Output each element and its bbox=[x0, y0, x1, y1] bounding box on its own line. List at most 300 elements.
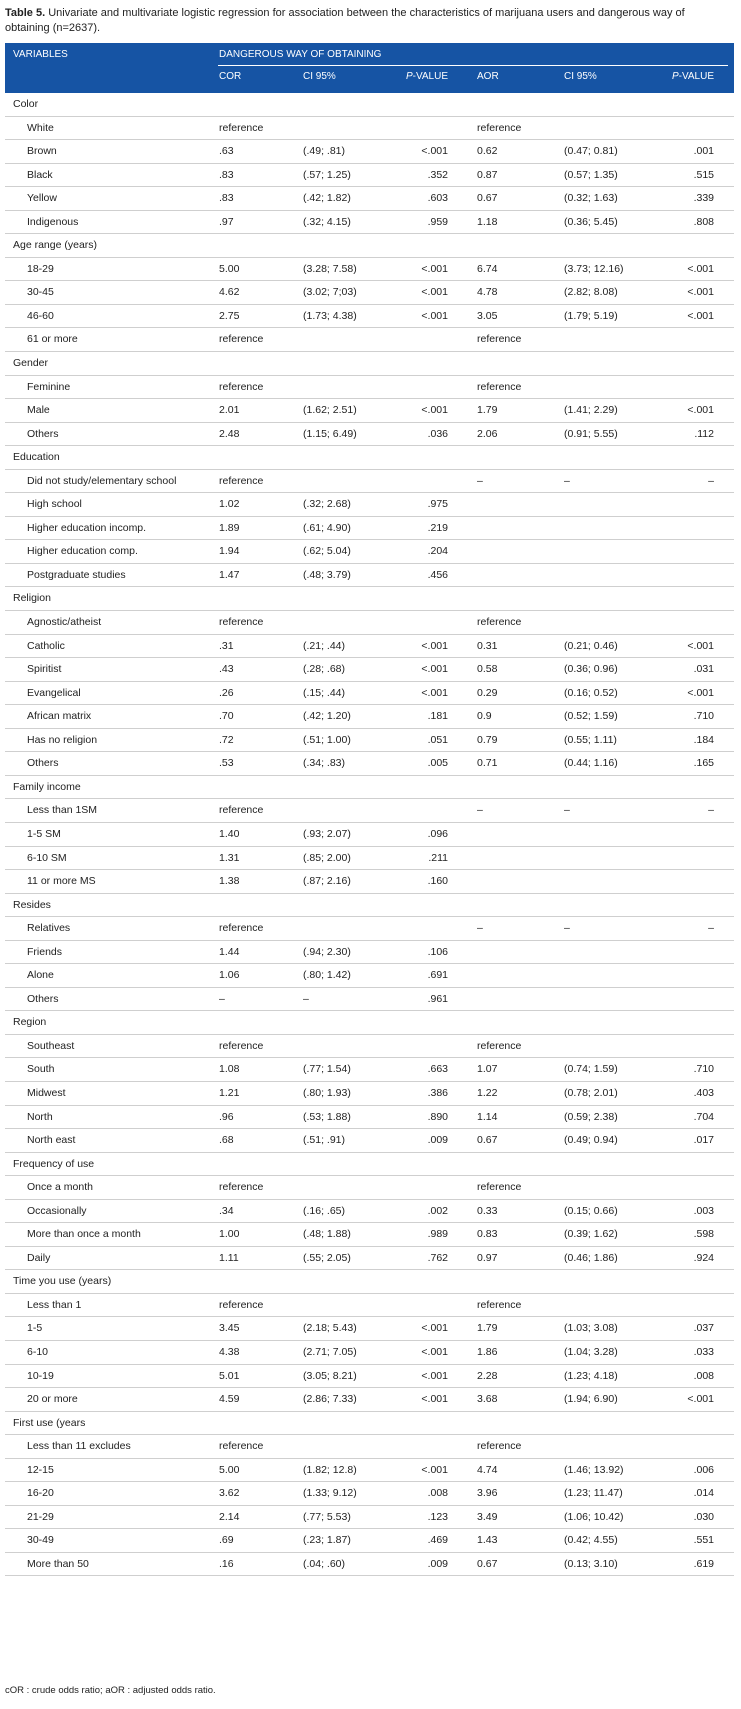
cell-cor: reference bbox=[219, 804, 264, 817]
cell-ci-cor: (.51; .91) bbox=[303, 1134, 346, 1147]
cell-cor: 1.02 bbox=[219, 498, 240, 511]
cell-aor: reference bbox=[477, 616, 522, 629]
cell-p-value-cor: <.001 bbox=[421, 1369, 448, 1382]
table-row bbox=[5, 1247, 734, 1271]
row-label: 30-49 bbox=[27, 1534, 54, 1547]
cell-ci-aor: (1.94; 6.90) bbox=[564, 1393, 618, 1406]
table-row bbox=[5, 635, 734, 659]
table-row bbox=[5, 328, 734, 352]
table-group-row bbox=[5, 1270, 734, 1294]
row-label: Brown bbox=[27, 145, 57, 158]
cell-ci-cor: (1.82; 12.8) bbox=[303, 1463, 357, 1476]
table-row bbox=[5, 1529, 734, 1553]
cell-cor: reference bbox=[219, 1298, 264, 1311]
table-row bbox=[5, 1317, 734, 1341]
cell-aor: 1.07 bbox=[477, 1063, 498, 1076]
table-row bbox=[5, 1388, 734, 1412]
cell-p-value-cor: <.001 bbox=[421, 1322, 448, 1335]
cell-p-value-aor: – bbox=[708, 804, 714, 817]
table-row bbox=[5, 493, 734, 517]
cell-aor: 0.31 bbox=[477, 639, 498, 652]
cell-aor: 1.14 bbox=[477, 1110, 498, 1123]
table-row bbox=[5, 540, 734, 564]
row-label: Higher education comp. bbox=[27, 545, 138, 558]
cell-cor: .68 bbox=[219, 1134, 234, 1147]
cell-cor: 3.45 bbox=[219, 1322, 240, 1335]
cell-ci-cor: (.49; .81) bbox=[303, 145, 346, 158]
row-label: Southeast bbox=[27, 1039, 75, 1052]
row-label: Less than 1SM bbox=[27, 804, 98, 817]
cell-ci-aor: (0.52; 1.59) bbox=[564, 710, 618, 723]
header-p-value-2 bbox=[658, 70, 714, 84]
cell-p-value-cor: .005 bbox=[427, 757, 448, 770]
cell-cor: .69 bbox=[219, 1534, 234, 1547]
cell-ci-cor: (.80; 1.93) bbox=[303, 1086, 351, 1099]
cell-ci-aor: (0.15; 0.66) bbox=[564, 1204, 618, 1217]
cell-cor: .83 bbox=[219, 192, 234, 205]
cell-ci-aor: (0.78; 2.01) bbox=[564, 1086, 618, 1099]
cell-ci-aor: (2.82; 8.08) bbox=[564, 286, 618, 299]
table-row bbox=[5, 988, 734, 1012]
cell-aor: 6.74 bbox=[477, 262, 498, 275]
cell-ci-cor: (3.02; 7;03) bbox=[303, 286, 357, 299]
cell-ci-cor: (3.28; 7.58) bbox=[303, 262, 357, 275]
cell-aor: 0.79 bbox=[477, 733, 498, 746]
row-label: 6-10 bbox=[27, 1345, 49, 1358]
cell-aor: reference bbox=[477, 1440, 522, 1453]
row-label: White bbox=[27, 121, 54, 134]
cell-ci-cor: (.62; 5.04) bbox=[303, 545, 351, 558]
cell-p-value-aor: .030 bbox=[693, 1510, 714, 1523]
cell-cor: reference bbox=[219, 474, 264, 487]
cell-ci-cor: (.23; 1.87) bbox=[303, 1534, 351, 1547]
cell-cor: 2.75 bbox=[219, 309, 240, 322]
cell-ci-cor: (.48; 1.88) bbox=[303, 1228, 351, 1241]
row-label: Time you use (years) bbox=[13, 1275, 112, 1288]
cell-p-value-cor: <.001 bbox=[421, 1393, 448, 1406]
cell-p-value-cor: .002 bbox=[427, 1204, 448, 1217]
cell-p-value-aor: <.001 bbox=[687, 639, 714, 652]
cell-p-value-cor: .009 bbox=[427, 1134, 448, 1147]
cell-p-value-cor: .663 bbox=[427, 1063, 448, 1076]
cell-p-value-cor: .009 bbox=[427, 1557, 448, 1570]
cell-aor: 0.67 bbox=[477, 1557, 498, 1570]
cell-cor: 1.94 bbox=[219, 545, 240, 558]
header-cor: COR bbox=[219, 71, 242, 82]
cell-p-value-aor: – bbox=[708, 474, 714, 487]
cell-aor: 0.97 bbox=[477, 1251, 498, 1264]
cell-ci-aor: – bbox=[564, 474, 570, 487]
cell-aor: 3.96 bbox=[477, 1487, 498, 1500]
cell-p-value-cor: <.001 bbox=[421, 1463, 448, 1476]
cell-ci-aor: (1.23; 11.47) bbox=[564, 1487, 623, 1500]
cell-cor: 1.89 bbox=[219, 521, 240, 534]
cell-ci-aor: (1.46; 13.92) bbox=[564, 1463, 624, 1476]
cell-aor: – bbox=[477, 804, 483, 817]
cell-cor: .34 bbox=[219, 1204, 234, 1217]
cell-p-value-cor: .106 bbox=[427, 945, 448, 958]
cell-aor: 0.67 bbox=[477, 1134, 498, 1147]
cell-ci-aor: (3.73; 12.16) bbox=[564, 262, 624, 275]
cell-ci-cor: (1.73; 4.38) bbox=[303, 309, 357, 322]
cell-ci-aor: (0.42; 4.55) bbox=[564, 1534, 618, 1547]
cell-ci-cor: – bbox=[303, 992, 309, 1005]
row-label: 16-20 bbox=[27, 1487, 54, 1500]
cell-cor: 4.62 bbox=[219, 286, 240, 299]
cell-ci-cor: (.04; .60) bbox=[303, 1557, 346, 1570]
row-label: Male bbox=[27, 404, 50, 417]
cell-cor: .53 bbox=[219, 757, 234, 770]
cell-p-value-cor: .386 bbox=[427, 1086, 448, 1099]
cell-p-value-cor: <.001 bbox=[421, 145, 448, 158]
cell-aor: – bbox=[477, 474, 483, 487]
row-label: More than once a month bbox=[27, 1228, 141, 1241]
table-row bbox=[5, 399, 734, 423]
cell-aor: 0.62 bbox=[477, 145, 498, 158]
cell-ci-cor: (.93; 2.07) bbox=[303, 827, 351, 840]
cell-p-value-cor: .456 bbox=[427, 568, 448, 581]
cell-cor: 1.11 bbox=[219, 1251, 239, 1264]
cell-p-value-aor: .808 bbox=[693, 215, 714, 228]
cell-cor: 4.59 bbox=[219, 1393, 240, 1406]
cell-ci-cor: (.21; .44) bbox=[303, 639, 346, 652]
cell-p-value-cor: .160 bbox=[427, 875, 448, 888]
row-label: Region bbox=[13, 1016, 47, 1029]
cell-ci-aor: (0.36; 0.96) bbox=[564, 663, 618, 676]
regression-table bbox=[5, 43, 734, 1576]
cell-ci-aor: (0.55; 1.11) bbox=[564, 733, 617, 746]
cell-ci-aor: – bbox=[564, 922, 570, 935]
cell-cor: .83 bbox=[219, 168, 234, 181]
row-label: African matrix bbox=[27, 710, 92, 723]
table-row bbox=[5, 140, 734, 164]
cell-ci-aor: – bbox=[564, 804, 570, 817]
cell-ci-cor: (2.71; 7.05) bbox=[303, 1345, 357, 1358]
cell-p-value-aor: .033 bbox=[693, 1345, 714, 1358]
table-row bbox=[5, 611, 734, 635]
table-row bbox=[5, 1459, 734, 1483]
table-row bbox=[5, 1082, 734, 1106]
table-group-row bbox=[5, 1153, 734, 1177]
cell-aor: 0.71 bbox=[477, 757, 498, 770]
table-row bbox=[5, 187, 734, 211]
table-row bbox=[5, 658, 734, 682]
cell-aor: 2.28 bbox=[477, 1369, 498, 1382]
cell-p-value-cor: .762 bbox=[427, 1251, 448, 1264]
cell-aor: – bbox=[477, 922, 483, 935]
row-label: Others bbox=[27, 992, 59, 1005]
cell-p-value-cor: <.001 bbox=[421, 686, 448, 699]
cell-p-value-aor: .037 bbox=[693, 1322, 714, 1335]
header-ci-2: CI 95% bbox=[564, 71, 597, 82]
cell-ci-cor: (.80; 1.42) bbox=[303, 969, 351, 982]
cell-cor: reference bbox=[219, 616, 264, 629]
cell-p-value-cor: <.001 bbox=[421, 286, 448, 299]
cell-ci-cor: (.77; 1.54) bbox=[303, 1063, 351, 1076]
cell-aor: 0.29 bbox=[477, 686, 498, 699]
table-row bbox=[5, 752, 734, 776]
cell-ci-cor: (1.62; 2.51) bbox=[303, 404, 357, 417]
row-label: Feminine bbox=[27, 380, 71, 393]
cell-p-value-cor: .008 bbox=[427, 1487, 448, 1500]
cell-ci-aor: (0.59; 2.38) bbox=[564, 1110, 618, 1123]
cell-aor: 3.49 bbox=[477, 1510, 498, 1523]
cell-p-value-aor: .031 bbox=[693, 663, 714, 676]
table-row bbox=[5, 1035, 734, 1059]
cell-aor: 1.79 bbox=[477, 404, 498, 417]
cell-p-value-aor: .339 bbox=[693, 192, 714, 205]
table-row bbox=[5, 682, 734, 706]
header-p-value-2-rest: -VALUE bbox=[678, 71, 714, 82]
table-group-row bbox=[5, 234, 734, 258]
table-row bbox=[5, 964, 734, 988]
table-row bbox=[5, 1200, 734, 1224]
row-label: 10-19 bbox=[27, 1369, 54, 1382]
cell-cor: 3.62 bbox=[219, 1487, 240, 1500]
table-row bbox=[5, 941, 734, 965]
row-label: Daily bbox=[27, 1251, 51, 1264]
cell-p-value-aor: <.001 bbox=[687, 262, 714, 275]
cell-aor: 4.74 bbox=[477, 1463, 498, 1476]
row-label: 21-29 bbox=[27, 1510, 54, 1523]
table-row bbox=[5, 1482, 734, 1506]
table-row bbox=[5, 564, 734, 588]
row-label: Resides bbox=[13, 898, 51, 911]
row-label: 20 or more bbox=[27, 1393, 78, 1406]
cell-aor: 2.06 bbox=[477, 427, 498, 440]
cell-p-value-cor: <.001 bbox=[421, 663, 448, 676]
cell-ci-aor: (0.74; 1.59) bbox=[564, 1063, 618, 1076]
cell-ci-aor: (1.04; 3.28) bbox=[564, 1345, 618, 1358]
row-label: South bbox=[27, 1063, 55, 1076]
cell-p-value-aor: <.001 bbox=[687, 309, 714, 322]
table-row bbox=[5, 258, 734, 282]
cell-aor: 1.86 bbox=[477, 1345, 498, 1358]
table-label: Table 5. bbox=[5, 7, 46, 19]
cell-p-value-aor: .403 bbox=[693, 1086, 714, 1099]
cell-aor: 0.58 bbox=[477, 663, 498, 676]
table-row bbox=[5, 305, 734, 329]
table-group-row bbox=[5, 776, 734, 800]
row-label: Less than 11 excludes bbox=[27, 1440, 131, 1453]
row-label: Friends bbox=[27, 945, 63, 958]
cell-p-value-cor: .890 bbox=[427, 1110, 448, 1123]
cell-p-value-cor: .096 bbox=[427, 827, 448, 840]
cell-aor: reference bbox=[477, 1181, 522, 1194]
cell-p-value-aor: .008 bbox=[693, 1369, 714, 1382]
cell-p-value-cor: .691 bbox=[427, 969, 448, 982]
header-variables: VARIABLES bbox=[13, 49, 68, 60]
cell-cor: 5.00 bbox=[219, 262, 240, 275]
header-p-value-1 bbox=[392, 70, 448, 84]
cell-aor: 1.22 bbox=[477, 1086, 498, 1099]
row-label: Frequency of use bbox=[13, 1157, 95, 1170]
row-label: 1-5 SM bbox=[27, 827, 61, 840]
cell-cor: reference bbox=[219, 380, 264, 393]
header-aor: AOR bbox=[477, 71, 499, 82]
cell-cor: 2.01 bbox=[219, 404, 240, 417]
row-label: Color bbox=[13, 98, 39, 110]
table-row bbox=[5, 1058, 734, 1082]
cell-ci-cor: (2.86; 7.33) bbox=[303, 1393, 357, 1406]
cell-ci-cor: (.77; 5.53) bbox=[303, 1510, 351, 1523]
row-label: Gender bbox=[13, 357, 49, 370]
cell-p-value-cor: .603 bbox=[427, 192, 448, 205]
table-row bbox=[5, 376, 734, 400]
cell-ci-cor: (.53; 1.88) bbox=[303, 1110, 351, 1123]
row-label: 6-10 SM bbox=[27, 851, 67, 864]
header-rule bbox=[218, 65, 728, 66]
cell-cor: reference bbox=[219, 333, 264, 346]
cell-ci-aor: (0.49; 0.94) bbox=[564, 1134, 618, 1147]
table-row bbox=[5, 281, 734, 305]
cell-ci-cor: (.85; 2.00) bbox=[303, 851, 351, 864]
cell-ci-cor: (.57; 1.25) bbox=[303, 168, 351, 181]
cell-p-value-cor: <.001 bbox=[421, 1345, 448, 1358]
row-label: Religion bbox=[13, 592, 51, 605]
cell-ci-aor: (0.39; 1.62) bbox=[564, 1228, 618, 1241]
cell-p-value-aor: .006 bbox=[693, 1463, 714, 1476]
cell-cor: .63 bbox=[219, 145, 234, 158]
cell-ci-cor: (.16; .65) bbox=[303, 1204, 346, 1217]
cell-p-value-cor: <.001 bbox=[421, 262, 448, 275]
row-label: Indigenous bbox=[27, 215, 79, 228]
table-group-row bbox=[5, 93, 734, 117]
table-row bbox=[5, 1129, 734, 1153]
cell-p-value-aor: .704 bbox=[693, 1110, 714, 1123]
table-row bbox=[5, 870, 734, 894]
cell-p-value-aor: <.001 bbox=[687, 286, 714, 299]
cell-ci-aor: (0.46; 1.86) bbox=[564, 1251, 618, 1264]
cell-cor: .16 bbox=[219, 1557, 234, 1570]
row-label: 11 or more MS bbox=[27, 875, 96, 888]
cell-aor: 3.05 bbox=[477, 309, 498, 322]
cell-p-value-aor: .710 bbox=[693, 1063, 714, 1076]
table-row bbox=[5, 211, 734, 235]
cell-cor: .26 bbox=[219, 686, 234, 699]
cell-ci-cor: (.34; .83) bbox=[303, 757, 346, 770]
row-label: 12-15 bbox=[27, 1463, 54, 1476]
cell-p-value-cor: .211 bbox=[428, 851, 448, 864]
row-label: Postgraduate studies bbox=[27, 568, 126, 581]
table-row bbox=[5, 1365, 734, 1389]
row-label: 18-29 bbox=[27, 262, 54, 275]
cell-cor: 4.38 bbox=[219, 1345, 240, 1358]
cell-cor: 1.08 bbox=[219, 1063, 240, 1076]
row-label: Catholic bbox=[27, 639, 65, 652]
row-label: Higher education incomp. bbox=[27, 521, 147, 534]
table-row bbox=[5, 423, 734, 447]
cell-aor: 1.18 bbox=[477, 215, 498, 228]
cell-ci-aor: (1.23; 4.18) bbox=[564, 1369, 618, 1382]
row-label: 1-5 bbox=[27, 1322, 43, 1335]
cell-p-value-cor: .181 bbox=[427, 710, 448, 723]
cell-cor: reference bbox=[219, 1440, 264, 1453]
cell-p-value-cor: .051 bbox=[427, 733, 448, 746]
cell-p-value-aor: .001 bbox=[693, 145, 714, 158]
cell-ci-aor: (0.36; 5.45) bbox=[564, 215, 618, 228]
cell-aor: 1.43 bbox=[477, 1534, 498, 1547]
table-group-row bbox=[5, 587, 734, 611]
cell-aor: reference bbox=[477, 1298, 522, 1311]
row-label: Yellow bbox=[27, 192, 57, 205]
cell-cor: 1.06 bbox=[219, 969, 240, 982]
cell-cor: – bbox=[219, 992, 225, 1005]
cell-ci-cor: (.61; 4.90) bbox=[303, 521, 351, 534]
cell-cor: 1.47 bbox=[219, 568, 240, 581]
cell-p-value-cor: .123 bbox=[427, 1510, 448, 1523]
cell-ci-aor: (1.06; 10.42) bbox=[564, 1510, 624, 1523]
cell-p-value-cor: .036 bbox=[427, 427, 448, 440]
cell-aor: reference bbox=[477, 333, 522, 346]
cell-p-value-aor: .598 bbox=[693, 1228, 714, 1241]
row-label: 30-45 bbox=[27, 286, 54, 299]
cell-p-value-aor: .924 bbox=[693, 1251, 714, 1264]
cell-aor: reference bbox=[477, 380, 522, 393]
cell-cor: .43 bbox=[219, 663, 234, 676]
table-caption bbox=[5, 6, 730, 36]
row-label: Midwest bbox=[27, 1086, 66, 1099]
table-row bbox=[5, 1223, 734, 1247]
cell-aor: reference bbox=[477, 1039, 522, 1052]
cell-ci-cor: (.48; 3.79) bbox=[303, 568, 351, 581]
row-label: First use (years bbox=[13, 1416, 86, 1429]
cell-p-value-cor: .959 bbox=[427, 215, 448, 228]
cell-ci-cor: (.32; 4.15) bbox=[303, 215, 351, 228]
cell-p-value-aor: .184 bbox=[693, 733, 714, 746]
row-label: Alone bbox=[27, 969, 54, 982]
cell-ci-cor: (.28; .68) bbox=[303, 663, 346, 676]
cell-p-value-aor: .619 bbox=[693, 1557, 714, 1570]
cell-cor: .97 bbox=[219, 215, 234, 228]
cell-ci-aor: (0.13; 3.10) bbox=[564, 1557, 618, 1570]
table-row bbox=[5, 1553, 734, 1577]
table-row bbox=[5, 1341, 734, 1365]
table-row bbox=[5, 705, 734, 729]
cell-p-value-aor: <.001 bbox=[687, 686, 714, 699]
cell-ci-cor: (.55; 2.05) bbox=[303, 1251, 351, 1264]
cell-p-value-cor: <.001 bbox=[421, 639, 448, 652]
row-label: Evangelical bbox=[27, 686, 81, 699]
row-label: Less than 1 bbox=[27, 1298, 82, 1311]
cell-p-value-cor: <.001 bbox=[421, 309, 448, 322]
header-p-value-2-italic: P bbox=[671, 71, 679, 82]
table-row bbox=[5, 799, 734, 823]
cell-cor: 5.00 bbox=[219, 1463, 240, 1476]
cell-ci-cor: (.94; 2.30) bbox=[303, 945, 351, 958]
table-header bbox=[5, 43, 734, 93]
cell-aor: 3.68 bbox=[477, 1393, 498, 1406]
cell-ci-aor: (0.91; 5.55) bbox=[564, 427, 618, 440]
cell-p-value-cor: .352 bbox=[427, 168, 448, 181]
cell-cor: 1.44 bbox=[219, 945, 240, 958]
cell-cor: reference bbox=[219, 1039, 264, 1052]
cell-ci-cor: (2.18; 5.43) bbox=[303, 1322, 357, 1335]
cell-p-value-aor: .710 bbox=[693, 710, 714, 723]
row-label: Did not study/elementary school bbox=[27, 474, 177, 487]
table-group-row bbox=[5, 1011, 734, 1035]
row-label: Agnostic/atheist bbox=[27, 616, 102, 629]
cell-aor: reference bbox=[477, 121, 522, 134]
cell-ci-aor: (0.47; 0.81) bbox=[564, 145, 618, 158]
table-row bbox=[5, 823, 734, 847]
table-group-row bbox=[5, 446, 734, 470]
table-row bbox=[5, 117, 734, 141]
cell-ci-aor: (0.44; 1.16) bbox=[564, 757, 618, 770]
cell-p-value-aor: .014 bbox=[693, 1487, 714, 1500]
cell-aor: 0.67 bbox=[477, 192, 498, 205]
cell-aor: 4.78 bbox=[477, 286, 498, 299]
